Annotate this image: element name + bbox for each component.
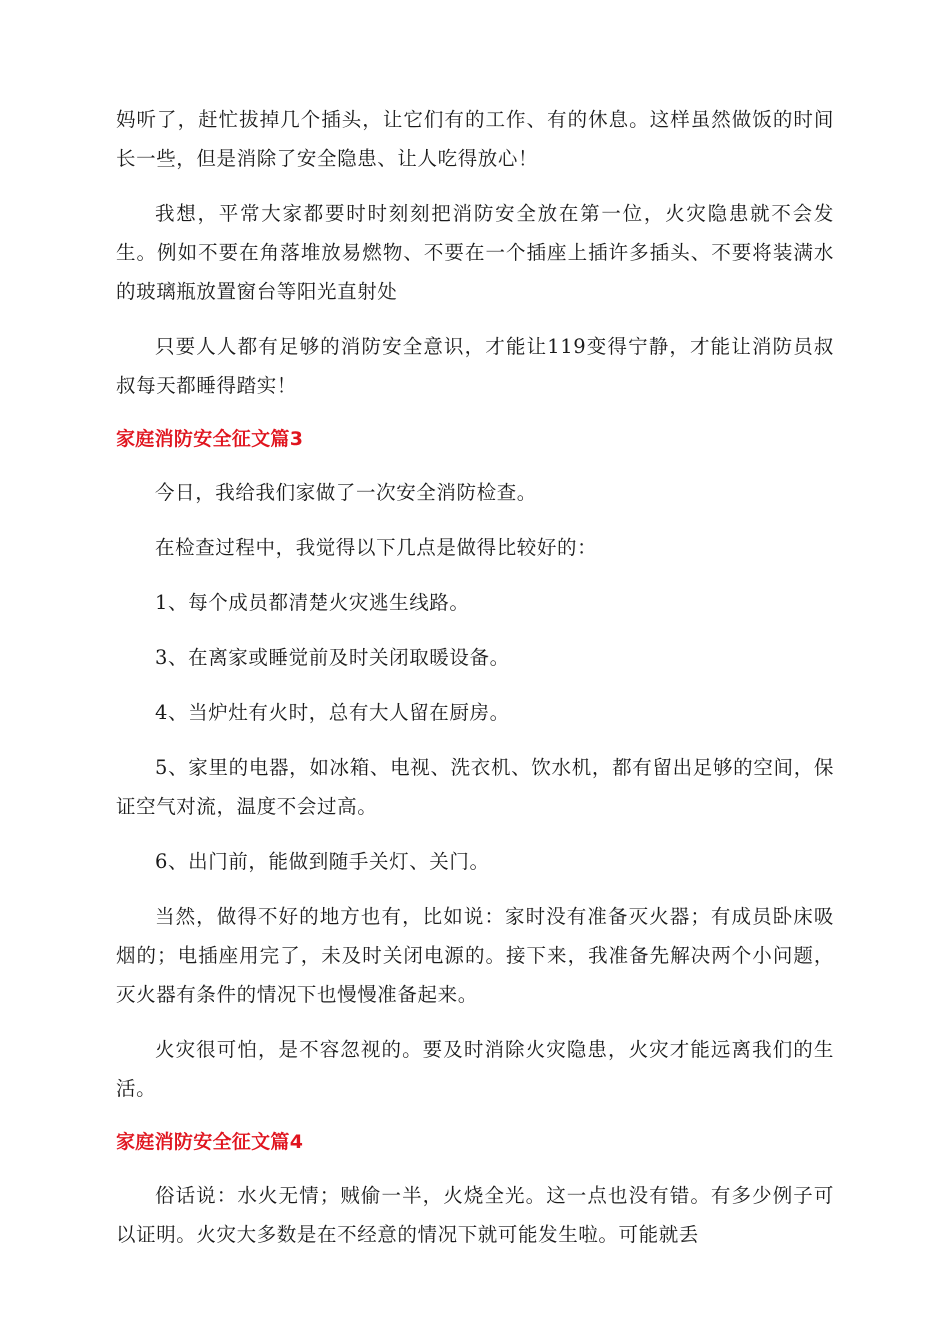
paragraph: 火灾很可怕，是不容忽视的。要及时消除火灾隐患，火灾才能远离我们的生活。 (116, 1038, 834, 1100)
document-page (116, 100, 834, 1254)
paragraph: 当然，做得不好的地方也有，比如说：家时没有准备灭火器；有成员卧床吸烟的；电插座用完了，未及时关闭电源的。接下来，我准备先解决两个小问题，灭火器有条件的情况下也慢慢准备起来。 (116, 905, 834, 1006)
list-item: 1、每个成员都清楚火灾逃生线路。 (155, 591, 470, 614)
list-item: 5、家里的电器，如冰箱、电视、洗衣机、饮水机，都有留出足够的空间，保证空气对流，温度不会过高。 (116, 756, 834, 818)
paragraph: 在检查过程中，我觉得以下几点是做得比较好的： (155, 536, 598, 559)
paragraph: 俗话说：水火无情；贼偷一半，火烧全光。这一点也没有错。有多少例子可以证明。火灾大多数是在不经意的情况下就可能发生啦。可能就丢 (116, 1184, 834, 1246)
paragraph-continued: 妈听了，赶忙拔掉几个插头，让它们有的工作、有的休息。这样虽然做饭的时间长一些，但是消除了安全隐患、让人吃得放心！ (116, 108, 834, 170)
section-heading: 家庭消防安全征文篇4 (116, 1131, 304, 1153)
list-item: 3、在离家或睡觉前及时关闭取暖设备。 (155, 646, 510, 669)
list-item: 4、当炉灶有火时，总有大人留在厨房。 (155, 701, 510, 724)
list-item: 6、出门前，能做到随手关灯、关门。 (155, 850, 490, 873)
paragraph: 我想，平常大家都要时时刻刻把消防安全放在第一位，火灾隐患就不会发生。例如不要在角落堆放易燃物、不要在一个插座上插许多插头、不要将装满水的玻璃瓶放置窗台等阳光直射处 (116, 202, 834, 303)
paragraph: 今日，我给我们家做了一次安全消防检查。 (155, 481, 537, 504)
paragraph: 只要人人都有足够的消防安全意识，才能让119变得宁静，才能让消防员叔叔每天都睡得踏实！ (116, 335, 834, 397)
section-heading: 家庭消防安全征文篇3 (116, 428, 304, 450)
